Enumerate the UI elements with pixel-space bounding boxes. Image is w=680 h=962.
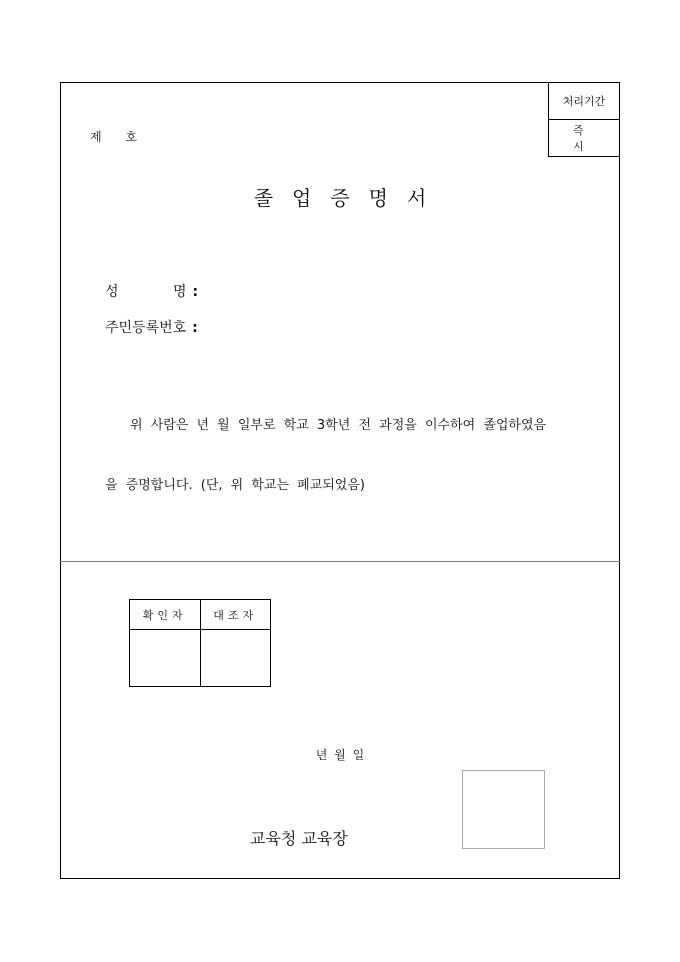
resident-id-field [105, 317, 198, 337]
body-text-line-2: 을 증명합니다. (단, 위 학교는 폐교되었음) [105, 478, 365, 493]
name-colon: : [192, 284, 199, 300]
section-divider [60, 561, 620, 562]
resident-id-colon: : [192, 320, 198, 336]
name-label-first: 성 [105, 284, 119, 300]
checker-signature-cell [201, 630, 271, 686]
verification-table [129, 599, 271, 687]
resident-id-label: 주민등록번호 [105, 320, 187, 336]
body-text-line-1: 위 사람은 년 월 일부로 학교 3학년 전 과정을 이수하여 졸업하였음 [130, 418, 547, 433]
certificate-title: 졸업증명서 [253, 186, 446, 210]
issuer-name: 교육청 교육장 [250, 829, 348, 848]
issue-date: 년 월 일 [315, 748, 365, 762]
checker-header: 대조자 [213, 608, 258, 622]
processing-period-box [548, 82, 620, 157]
official-seal-box [462, 770, 545, 849]
name-field [105, 281, 198, 301]
document-number-label: 제 호 [90, 130, 147, 144]
processing-period-value: 즉 시 [573, 124, 608, 153]
processing-period-label: 처리기간 [549, 83, 619, 120]
name-label-second: 명 [173, 284, 187, 300]
confirmer-signature-cell [130, 630, 201, 686]
confirmer-header: 확인자 [130, 600, 201, 629]
